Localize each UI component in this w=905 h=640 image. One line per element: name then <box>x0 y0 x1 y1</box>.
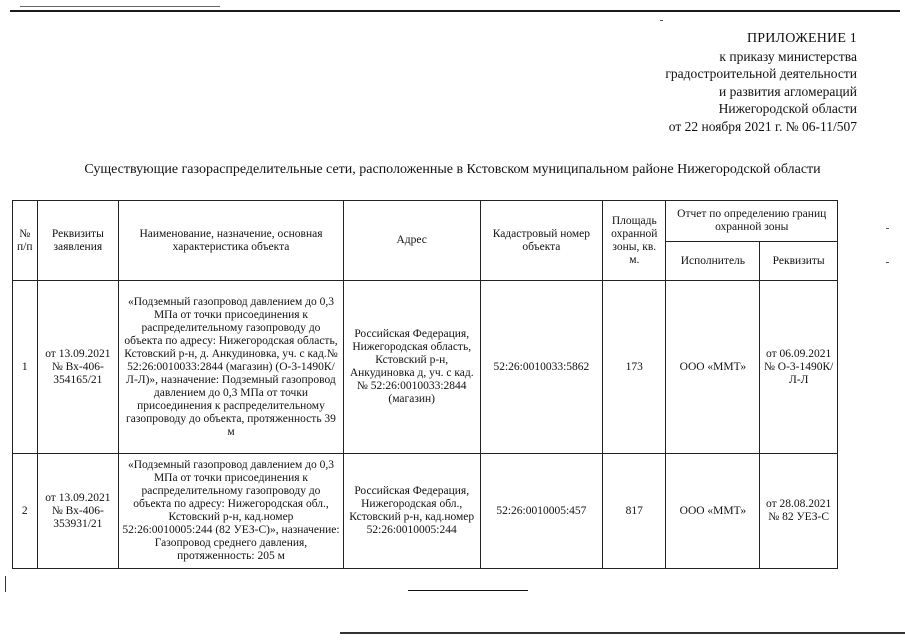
appendix-order-date: от 22 ноября 2021 г. № 06-11/507 <box>668 118 857 134</box>
gas-network-table <box>12 200 838 569</box>
header-executor: Исполнитель <box>666 242 760 281</box>
cell-report-requisites: от 06.09.2021 № О-3-1490К/Л-Л <box>760 281 838 454</box>
appendix-block <box>557 30 857 135</box>
header-cadastral: Кадастровый номер объекта <box>480 201 603 281</box>
cell-area: 817 <box>603 454 666 569</box>
scan-speck <box>886 228 889 229</box>
cell-name: «Подземный газопровод давлением до 0,3 МПа от точки присоединения к распределительному газопроводу до объекта по адресу: Нижегородская обл., Кстовский р-н, кад.номер 52:26:0010005:244 (82 УЕЗ-С)», назначение: Газопровод среднего давления, протяженность: 205 м <box>119 454 344 569</box>
top-border-line <box>10 10 900 12</box>
top-scan-line <box>20 6 220 7</box>
footer-rule <box>408 590 528 591</box>
cell-requisites: от 13.09.2021 № Вх-406-354165/21 <box>37 281 119 454</box>
cell-cadastral: 52:26:0010033:5862 <box>480 281 603 454</box>
appendix-line: и развития агломераций <box>718 83 857 99</box>
appendix-line: градостроительной деятельности <box>665 66 857 81</box>
cell-requisites: от 13.09.2021 № Вх-406-353931/21 <box>37 454 119 569</box>
header-report: Отчет по определению границ охранной зоны <box>666 201 838 242</box>
cell-cadastral: 52:26:0010005:457 <box>480 454 603 569</box>
cell-address: Российская Федерация, Нижегородская обл., Кстовский р-н, кад.номер 52:26:0010005:244 <box>343 454 480 569</box>
cell-name: «Подземный газопровод давлением до 0,3 МПа от точки присоединения к распределительному газопроводу до объекта по адресу: Нижегородская область, Кстовский р-н, д. Анкудиновка, уч. с кад.№ 52:26:0010033:2844 (магазин) (О-3-1490К/Л-Л)», назначение: Подземный газопровод давлением до 0,3 МПа от точки присоединения к распределительному газопроводу до объекта, протяженность 39 м <box>119 281 344 454</box>
cell-report-requisites: от 28.08.2021 № 82 УЕЗ-С <box>760 454 838 569</box>
appendix-line: к приказу министерства <box>719 48 857 64</box>
cell-num: 1 <box>13 281 38 454</box>
header-report-requisites: Реквизиты <box>760 242 838 281</box>
table-row <box>13 454 838 569</box>
cell-address: Российская Федерация, Нижегородская область, Кстовский р-н, Анкудиновка д, уч. с кад.№ 52:26:0010033:2844 (магазин) <box>343 281 480 454</box>
header-name: Наименование, назначение, основная характеристика объекта <box>119 201 344 281</box>
cell-executor: ООО «ММТ» <box>666 454 760 569</box>
header-requisites: Реквизиты заявления <box>37 201 119 281</box>
cell-num: 2 <box>13 454 38 569</box>
scan-margin-mark <box>5 576 6 592</box>
document-title: Существующие газораспределительные сети, расположенные в Кстовском муниципальном районе Нижегородской области <box>84 162 821 177</box>
header-area: Площадь охранной зоны, кв. м. <box>603 201 666 281</box>
appendix-line: Нижегородской области <box>718 101 857 116</box>
appendix-heading: ПРИЛОЖЕНИЕ 1 <box>746 31 857 46</box>
cell-executor: ООО «ММТ» <box>666 281 760 454</box>
cell-area: 173 <box>603 281 666 454</box>
scan-speck <box>660 20 663 21</box>
table-row <box>13 281 838 454</box>
bottom-border-line <box>340 632 905 634</box>
header-num: № п/п <box>13 201 38 281</box>
header-address: Адрес <box>343 201 480 281</box>
scan-speck <box>886 262 889 263</box>
